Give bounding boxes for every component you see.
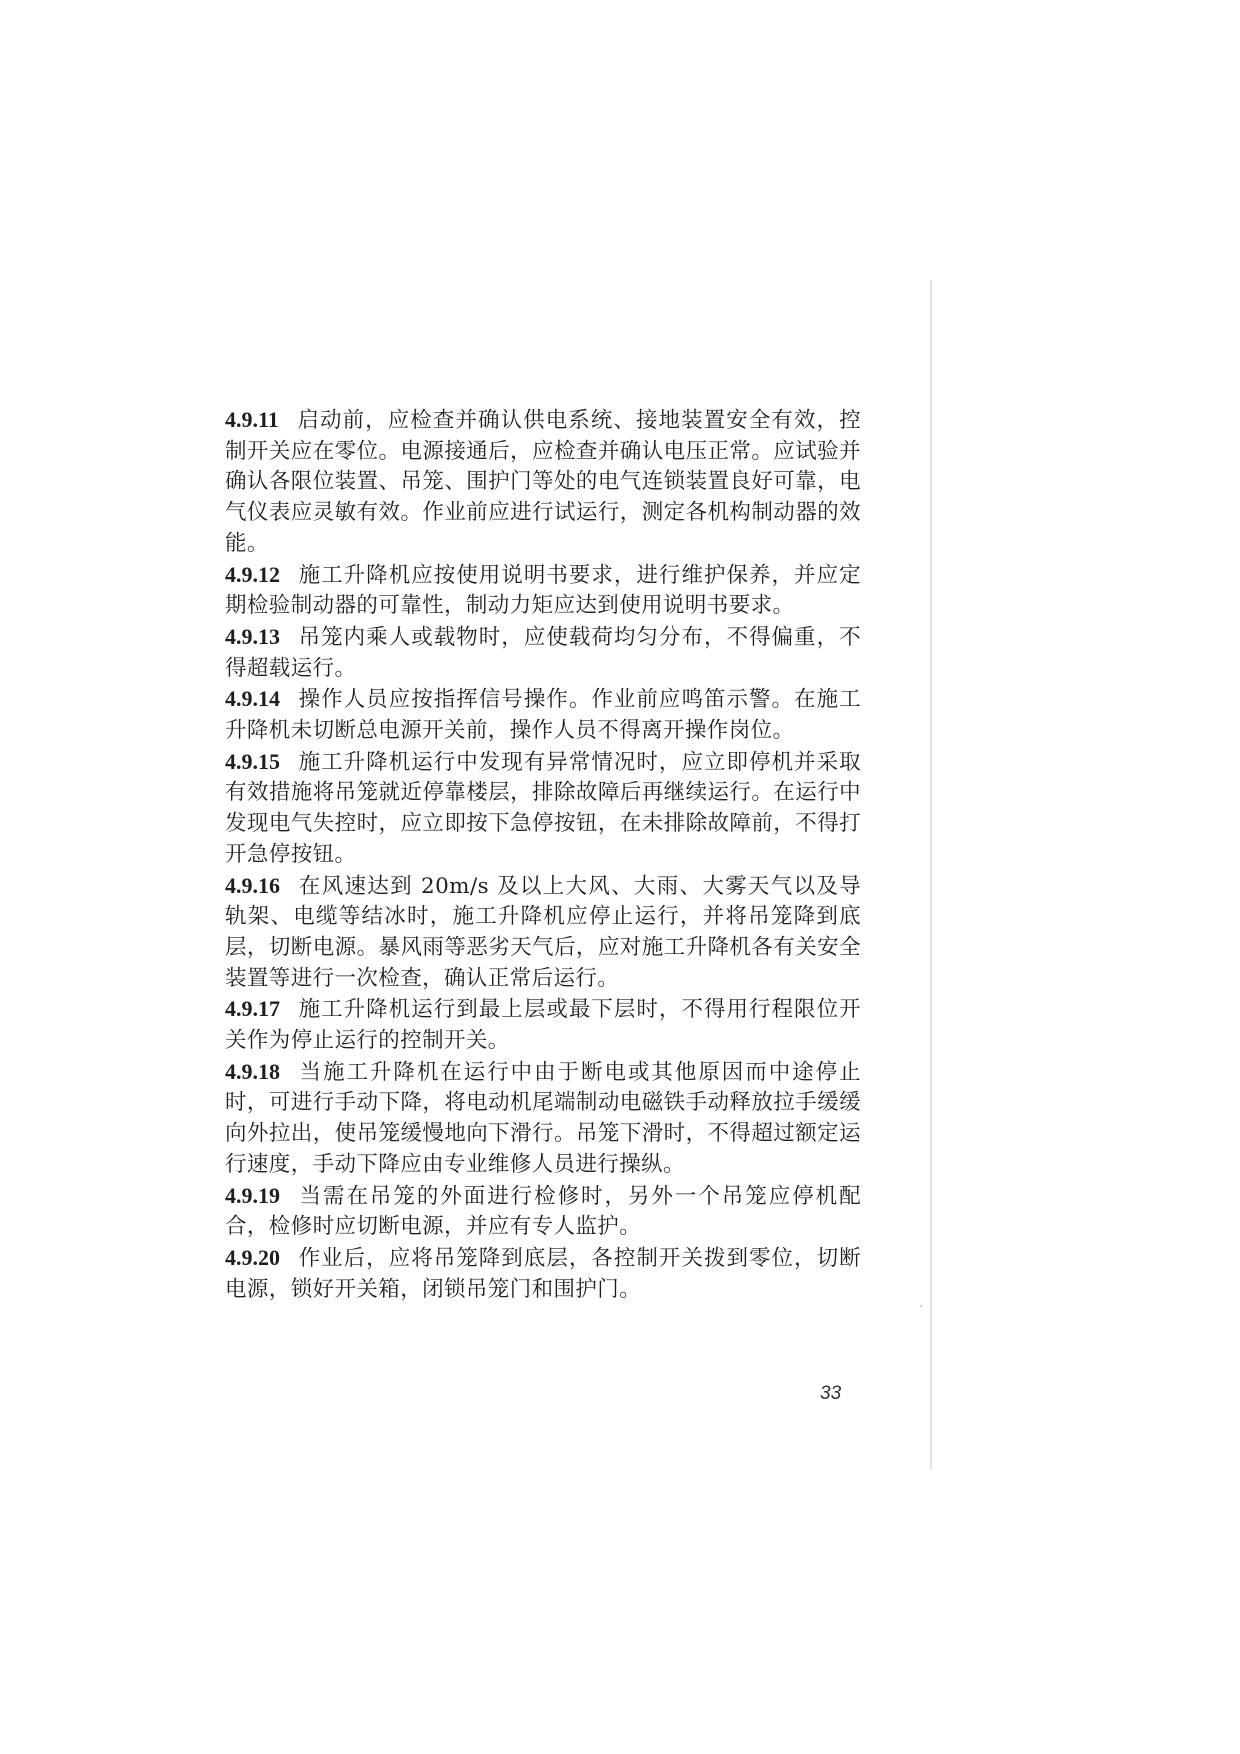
clause-4-9-14	[225, 684, 861, 746]
clause-4-9-17	[225, 994, 861, 1056]
clause-number: 4.9.18	[225, 1058, 280, 1084]
clause-number: 4.9.12	[225, 561, 280, 587]
clause-text: 当需在吊笼的外面进行检修时，另外一个吊笼应停机配合，检修时应切断电源，并应有专人监护。	[225, 1183, 861, 1240]
clause-4-9-15	[225, 747, 861, 871]
clause-text: 施工升降机运行到最上层或最下层时，不得用行程限位开关作为停止运行的控制开关。	[225, 997, 861, 1054]
clause-text: 当施工升降机在运行中由于断电或其他原因而中途停止时，可进行手动下降，将电动机尾端制动电磁铁手动释放拉手缓缓向外拉出，使吊笼缓慢地向下滑行。吊笼下滑时，不得超过额定运行速度，手动下降应由专业维修人员进行操纵。	[225, 1059, 861, 1177]
clause-number: 4.9.13	[225, 623, 280, 649]
clause-4-9-18	[225, 1057, 861, 1181]
clause-text: 操作人员应按指挥信号操作。作业前应鸣笛示警。在施工升降机未切断总电源开关前，操作人员不得离开操作岗位。	[225, 687, 861, 744]
clause-4-9-16	[225, 871, 861, 995]
clause-list	[225, 405, 861, 1305]
clause-number: 4.9.11	[225, 407, 279, 432]
clause-number: 4.9.16	[225, 872, 280, 898]
clause-text: 在风速达到 20m/s 及以上大风、大雨、大雾天气以及导轨架、电缆等结冰时，施工升降机应停止运行，并将吊笼降到底层，切断电源。暴风雨等恶劣天气后，应对施工升降机各有关安全装置等进行一次检查，确认正常后运行。	[225, 873, 861, 991]
clause-number: 4.9.20	[225, 1244, 280, 1270]
page-fold-line	[930, 280, 932, 1470]
page-number: 33	[820, 1383, 842, 1404]
clause-number: 4.9.19	[225, 1182, 280, 1208]
clause-number: 4.9.14	[225, 686, 280, 712]
scan-speck	[920, 1305, 922, 1307]
clause-4-9-19	[225, 1181, 861, 1243]
clause-text: 作业后，应将吊笼降到底层，各控制开关拨到零位，切断电源，锁好开关箱，闭锁吊笼门和围护门。	[225, 1245, 861, 1302]
clause-4-9-12	[225, 560, 861, 622]
clause-text: 施工升降机应按使用说明书要求，进行维护保养，并应定期检验制动器的可靠性，制动力矩应达到使用说明书要求。	[225, 562, 861, 619]
clause-4-9-11	[225, 405, 861, 560]
clause-text: 启动前，应检查并确认供电系统、接地装置安全有效，控制开关应在零位。电源接通后，应检查并确认电压正常。应试验并确认各限位装置、吊笼、围护门等处的电气连锁装置良好可靠，电气仪表应灵敏有效。作业前应进行试运行，测定各机构制动器的效能。	[225, 408, 861, 556]
clause-text: 施工升降机运行中发现有异常情况时，应立即停机并采取有效措施将吊笼就近停靠楼层，排除故障后再继续运行。在运行中发现电气失控时，应立即按下急停按钮，在未排除故障前，不得打开急停按钮。	[225, 749, 861, 867]
clause-4-9-13	[225, 622, 861, 684]
clause-4-9-20	[225, 1243, 861, 1305]
clause-text: 吊笼内乘人或载物时，应使载荷均匀分布，不得偏重，不得超载运行。	[225, 624, 861, 681]
clause-number: 4.9.15	[225, 748, 280, 774]
clause-number: 4.9.17	[225, 996, 280, 1022]
